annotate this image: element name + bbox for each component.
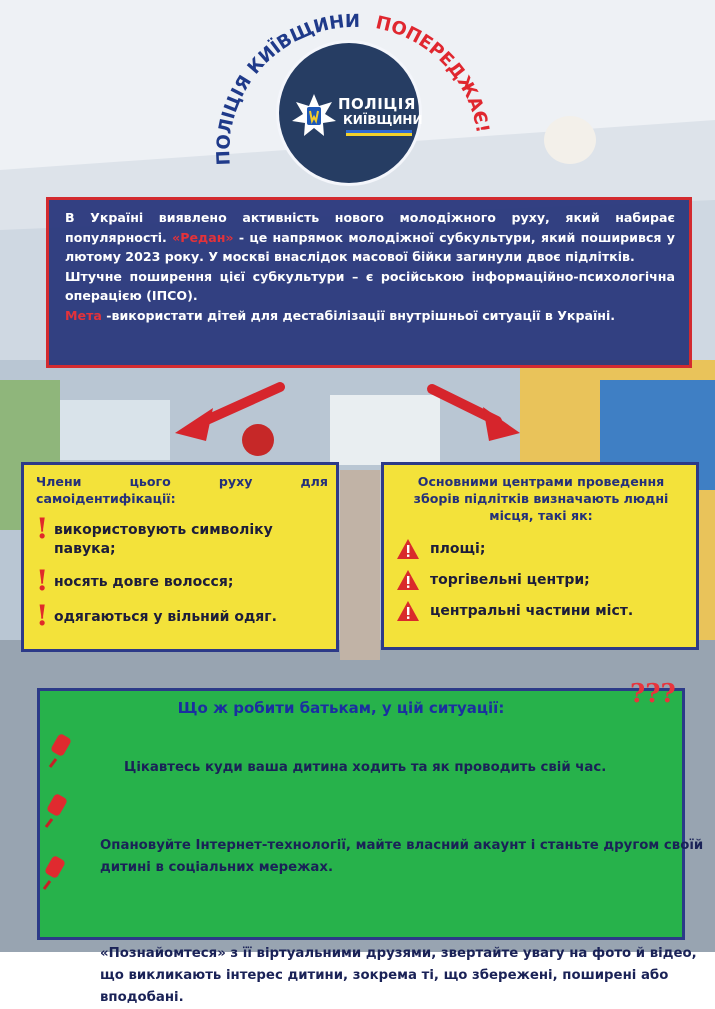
- intro-paragraph-1: [65, 208, 675, 267]
- warning-icon: [396, 538, 420, 560]
- warning-icon: [396, 600, 420, 622]
- intro-text-1: В Україні виявлено активність нового молодіжного руху, який набирає популярності.: [65, 210, 675, 245]
- exclamation-icon: !: [36, 599, 49, 632]
- flag-stripe: [346, 130, 412, 136]
- police-star-icon: [290, 92, 338, 140]
- list-item: [396, 538, 686, 560]
- warning-icon: [396, 569, 420, 591]
- intro-highlight-goal: Мета: [65, 307, 102, 323]
- advice-item-3: «Познайомтеся» з її віртуальними друзями, звертайте увагу на фото й відео, що викликають інтерес дитини, зокрема ті, що збережені, поширені або вподобані.: [100, 946, 697, 1005]
- list-item: [36, 512, 326, 559]
- intro-text-3: -використати дітей для дестабілізації внутрішньої ситуації в Україні.: [106, 307, 616, 323]
- members-panel: [21, 462, 339, 652]
- exclamation-icon: !: [36, 512, 49, 545]
- red-arrows: [0, 375, 715, 465]
- list-item: [396, 569, 686, 591]
- pushpin-icon: [46, 729, 78, 769]
- members-title-line1: Члени цього руху для: [36, 474, 328, 489]
- intro-panel: [46, 197, 692, 368]
- arrow-left-head: [175, 408, 213, 441]
- list-item: [36, 599, 326, 632]
- logo-text-region: КИЇВЩИНИ: [343, 113, 423, 127]
- advice-item-1: Цікавтесь куди ваша дитина ходить та як проводить свій час.: [124, 760, 607, 775]
- logo-text-police: ПОЛІЦІЯ: [338, 95, 416, 113]
- places-panel: [381, 462, 699, 650]
- advice-item-2: Опановуйте Інтернет-технології, майте власний акаунт і станьте другом своїй дитині в соціальних мережах.: [100, 838, 704, 875]
- members-item-1: використовують символіку павука;: [54, 522, 273, 557]
- question-marks-icon: ???: [630, 679, 676, 709]
- members-item-3: одягаються у вільний одяг.: [54, 609, 277, 625]
- pushpin-icon: [40, 851, 72, 891]
- intro-highlight-redan: «Редан»: [172, 229, 234, 245]
- places-item-1: площі;: [430, 541, 486, 557]
- arc-text-right: ПОПЕРЕДЖАЄ!: [373, 12, 493, 135]
- advice-panel: [37, 679, 704, 1005]
- intro-paragraph-3: [65, 306, 675, 326]
- arc-text-left: ПОЛІЦІЯ КИЇВЩИНИ: [213, 10, 361, 166]
- members-item-2: носять довге волосся;: [54, 574, 234, 590]
- places-item-3: центральні частини міст.: [430, 603, 634, 619]
- intro-text-2: - це напрямок молодіжної субкультури, який поширився у лютому 2023 року. У москві внаслідок масової бійки загинули двоє підлітків.: [65, 229, 676, 264]
- advice-title: Що ж робити батькам, у цій ситуації:: [177, 699, 505, 717]
- intro-paragraph-2: Штучне поширення цієї субкультури – є російською інформаційно-психологічна операцією (ІПСО).: [65, 268, 675, 303]
- members-title-line2: самоідентифікації:: [36, 491, 176, 506]
- places-item-2: торгівельні центри;: [430, 572, 590, 588]
- pushpin-icon: [42, 789, 74, 829]
- exclamation-icon: !: [36, 564, 49, 597]
- list-item: [36, 564, 326, 597]
- arrow-right-head: [483, 407, 520, 441]
- arrow-left-icon: [200, 387, 280, 423]
- list-item: [396, 600, 686, 622]
- places-title: Основними центрами проведення зборів підлітків визначають людні місця, такі як:: [413, 474, 669, 523]
